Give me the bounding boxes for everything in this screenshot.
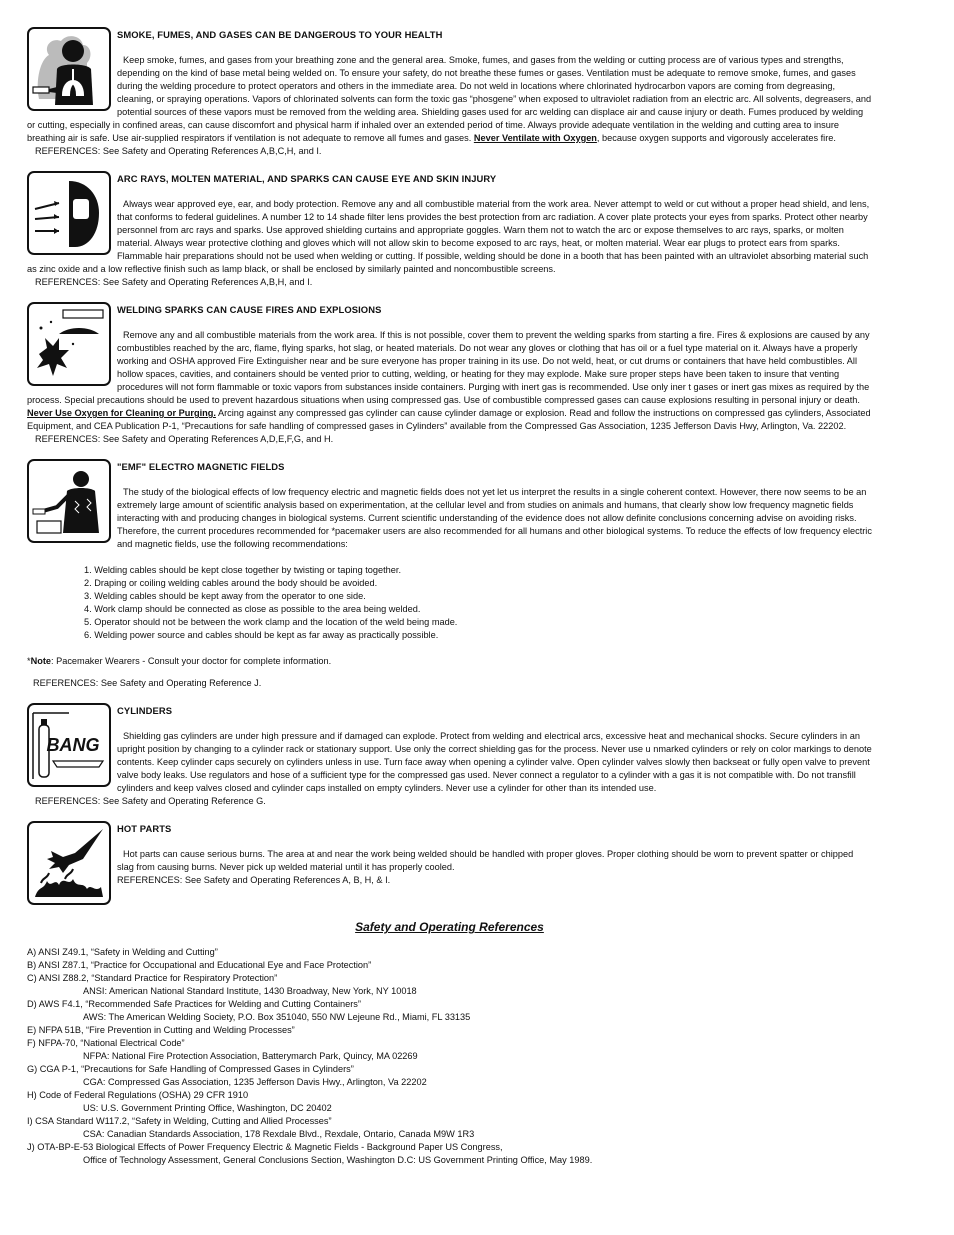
section-references: REFERENCES: See Safety and Operating References A,B,H, and I.: [35, 277, 313, 287]
section-heading: WELDING SPARKS CAN CAUSE FIRES AND EXPLOSIONS: [117, 304, 382, 315]
section-heading: ARC RAYS, MOLTEN MATERIAL, AND SPARKS CAN CAUSE EYE AND SKIN INJURY: [117, 173, 497, 184]
section-emf: [27, 459, 872, 690]
section-body: Shielding gas cylinders are under high pressure and if damaged can explode. Protect from welding and electrical arcs, excessive heat and mechanical shocks. Secure cylinders in an upright position by changing to a cylinder rack or stationary support. Use only the correct shielding gas for the process. Never use u nmarked cylinders or rely on color markings to denote contents. Keep cylinder caps securely on cylinders unless in use. Turn face away when opening a cylinder valve. Open cylinder valves slowly then backseat or fully open valve to prevent valve body leaks. Use regulators and hose of a sufficient type for the compressed gas used. Never connect a regulator to a cylinder with a gas it is not compatible with. Do not transfill cylinders and keep valves closed and cylinder caps installed on empty cylinders. Never use a cylinder for other than its intended use.: [117, 731, 872, 794]
section-references: REFERENCES: See Safety and Operating References A,D,E,F,G, and H.: [35, 434, 334, 444]
section-references: REFERENCES: See Safety and Operating References A,B,C,H, and I.: [35, 146, 322, 156]
list-item: [27, 1115, 872, 1141]
reference-main: J) OTA-BP-E-53 Biological Effects of Power Frequency Electric & Magnetic Fields - Background Paper US Congress,: [27, 1142, 503, 1153]
welding-helmet-icon: [27, 171, 111, 255]
note-text: : Pacemaker Wearers - Consult your doctor for complete information.: [51, 656, 332, 666]
recommendations-list: [27, 564, 872, 642]
section-references: REFERENCES: See Safety and Operating Reference J.: [33, 678, 262, 689]
list-item: [27, 1141, 872, 1167]
reference-sub: CGA: Compressed Gas Association, 1235 Jefferson Davis Hwy., Arlington, Va 22202: [83, 1077, 427, 1088]
welder-figure-icon: [27, 459, 111, 543]
reference-sub: Office of Technology Assessment, General Conclusions Section, Washington D.C: US Government Printing Office, May 1989.: [83, 1155, 593, 1166]
list-item: 1. Welding cables should be kept close together by twisting or taping together.: [84, 565, 401, 575]
list-item: [27, 946, 872, 959]
list-item: [27, 1063, 872, 1089]
section-sparks: [27, 302, 872, 446]
section-hot-parts: [27, 821, 872, 907]
body-text: Arcing against any compressed gas cylinder can cause cylinder damage or explosion. Read and follow the instructions on compressed gas cylinders, Associated Equipment, and CEA Publication P-1, “Precautions for safe handling of compressed gases in Cylinders” available from the Compressed Gas Association, 1235 Jefferson Davis Hwy, Arlington, Va. 22202.: [27, 408, 871, 431]
safety-page: [27, 27, 872, 1167]
cylinder-bang-icon: [27, 703, 111, 787]
reference-sub: US: U.S. Government Printing Office, Washington, DC 20402: [83, 1103, 332, 1114]
fumes-warning-icon: [27, 27, 111, 111]
list-item: [27, 998, 872, 1024]
list-item: [27, 972, 872, 998]
reference-main: H) Code of Federal Regulations (OSHA) 29 CFR 1910: [27, 1090, 249, 1101]
section-body: The study of the biological effects of low frequency electric and magnetic fields does not yet let us interpret the results in a single coherent context. However, there now seems to be an extremely large amount of scientific analysis based on experimentation, at the cellular level and from studies on animals and humans, that clearly show low frequency magnetic fields interacting with and producing changes in biological systems. Current scientific understanding of the evidence does not allow definite conclusions concerning advise on avoiding risks. Therefore, the current procedures recommended for *pacemaker users are also recommended for all humans and other biological systems. To reduce the effects of low frequency electric and magnetic fields, use the following recommendations:: [117, 487, 872, 549]
list-item: 5. Operator should not be between the work clamp and the location of the weld being made.: [84, 617, 458, 627]
reference-main: G) CGA P-1, “Precautions for Safe Handling of Compressed Gases in Cylinders”: [27, 1064, 354, 1075]
body-text: Keep smoke, fumes, and gases from your breathing zone and the general area. Smoke, fumes, and gases from the welding or cutting process are of various types and strengths, depending on the kind of base metal being welded on. To ensure your safety, do not breathe these fumes or gases. Ventilation must be adequate to remove smoke, fumes, and gases during the welding procedure to protect operators and others in the immediate area. Do not weld in locations where chlorinated hydrocarbon vapors are coming from degreasing, cleaning, or spraying operations. Vapors of chlorinated solvents can form the toxic gas “phosgene” when exposed to ultraviolet radiation from an electric arc. All solvents, degreasers, and potential sources of these vapors must be removed from the welding area. Shielding gases used for arc welding can displace air and cause injury or death. Fumes produced by welding or cutting, especially in confined areas, can cause discomfort and physical harm if inhaled over an extended period of time. Always provide adequate ventilation in the welding and cutting area to insure breathing air is safe. Use air-supplied respirators if ventilation is not adequate to remove all fumes and gases.: [27, 55, 872, 143]
references-title: Safety and Operating References: [355, 920, 544, 935]
reference-main: D) AWS F4.1, “Recommended Safe Practices for Welding and Cutting Containers”: [27, 999, 361, 1010]
references-list: [27, 946, 872, 1167]
section-cylinders: [27, 703, 872, 808]
section-heading: HOT PARTS: [117, 823, 172, 835]
section-body: Hot parts can cause serious burns. The area at and near the work being welded should be handled with proper gloves. Proper clothing should be worn to prevent spatter or chipped slag from causing burns. Never pick up welded material until it has properly cooled.: [117, 849, 854, 873]
section-body: Always wear approved eye, ear, and body protection. Remove any and all combustible material from the work area. Never attempt to weld or cut without a proper head shield, and lens, that conforms to federal guidelines. A number 12 to 14 shade filter lens provides the best protection from arc radiation. A cover plate protects your eyes from sparks. Protect other nearby personnel from arc rays and sparks. Use approved shielding curtains and appropriate goggles. Warn them not to watch the arc or expose themselves to arc rays, sparks, or molten material. Always wear protective clothing and gloves which will not allow skin to become exposed to arc rays, heat, or molten material. Wear ear plugs to protect ears from sparks. Flammable hair preparations should not be used when welding or cutting. If possible, welding should be done in a booth that has been painted with an ultraviolet absorbing material such as zinc oxide and a low reflective finish such as lamp black, or shall be enclosed by similarly painted and noncombustible screens.: [27, 199, 870, 274]
emphasis-text: Never Use Oxygen for Cleaning or Purging.: [27, 408, 216, 418]
reference-main: B) ANSI Z87.1, “Practice for Occupational and Educational Eye and Face Protection”: [27, 960, 372, 971]
section-body: [27, 54, 872, 145]
body-text: , because oxygen supports and vigorously accelerates fire.: [596, 133, 836, 143]
reference-main: A) ANSI Z49.1, “Safety in Welding and Cutting”: [27, 947, 218, 958]
reference-sub: CSA: Canadian Standards Association, 178 Rexdale Blvd., Rexdale, Ontario, Canada M9W 1R3: [83, 1129, 475, 1140]
list-item: 6. Welding power source and cables should be kept as far away as practically possible.: [84, 630, 439, 640]
note-label: Note: [30, 656, 51, 666]
section-heading: CYLINDERS: [117, 705, 173, 717]
list-item: [27, 1089, 872, 1115]
reference-sub: AWS: The American Welding Society, P.O. Box 351040, 550 NW Lejeune Rd., Miami, FL 33135: [83, 1012, 471, 1023]
explosion-icon: [27, 302, 111, 386]
bang-text: BANG: [46, 735, 100, 756]
reference-main: E) NFPA 51B, “Fire Prevention in Cutting and Welding Processes”: [27, 1025, 295, 1036]
list-item: [27, 1037, 872, 1063]
list-item: 2. Draping or coiling welding cables around the body should be avoided.: [84, 578, 378, 588]
list-item: [27, 1024, 872, 1037]
section-smoke: [27, 27, 872, 158]
reference-sub: NFPA: National Fire Protection Association, Batterymarch Park, Quincy, MA 02269: [83, 1051, 418, 1062]
list-item: [27, 959, 872, 972]
emphasis-text: Never Ventilate with Oxygen: [473, 133, 597, 143]
list-item: 3. Welding cables should be kept away from the operator to one side.: [84, 591, 366, 601]
reference-main: I) CSA Standard W117.2, “Safety in Welding, Cutting and Allied Processes”: [27, 1116, 332, 1127]
section-references: REFERENCES: See Safety and Operating Reference G.: [35, 796, 266, 807]
reference-sub: ANSI: American National Standard Institute, 1430 Broadway, New York, NY 10018: [83, 986, 417, 997]
reference-main: F) NFPA-70, “National Electrical Code”: [27, 1038, 185, 1049]
pacemaker-note: *Note: Pacemaker Wearers - Consult your doctor for complete information.: [27, 656, 332, 666]
section-references: REFERENCES: See Safety and Operating References A, B, H, & I.: [117, 875, 391, 886]
body-text: Remove any and all combustible materials from the work area. If this is not possible, cover them to prevent the welding sparks from starting a fire. Fires & explosions are caused by any combustibles reached by the arc, flame, flying sparks, hot slag, or heated materials. Do not wear any gloves or clothing that has oil or a fuel type material on it. Always have a properly working and OSHA approved Fire Extinguisher near and be sure everyone has proper training in its use. Do not weld, heat, or cut drums or containers that have held combustibles. All hollow spaces, cavities, and containers should be vented prior to cutting, welding, or heating for they may explode. Make sure proper steps have been taken to insure that venting procedures will not form flammable or toxic vapors from substances inside containers. Purging with inert gas is recommended. Use only iner t gases or inert gas mixes as required by the process. Special precautions should be used to prevent hazardous situations when using compressed gas. Use of combustible compressed gases can cause explosions resulting in personal injury or death.: [27, 330, 870, 405]
section-arc-rays: [27, 171, 872, 289]
section-heading: SMOKE, FUMES, AND GASES CAN BE DANGEROUS TO YOUR HEALTH: [117, 29, 443, 40]
section-body: [27, 329, 872, 433]
list-item: 4. Work clamp should be connected as close as possible to the area being welded.: [84, 604, 421, 614]
hot-hand-icon: [27, 821, 111, 905]
reference-main: C) ANSI Z88.2, “Standard Practice for Respiratory Protection”: [27, 973, 278, 984]
section-heading: "EMF" ELECTRO MAGNETIC FIELDS: [117, 461, 285, 472]
